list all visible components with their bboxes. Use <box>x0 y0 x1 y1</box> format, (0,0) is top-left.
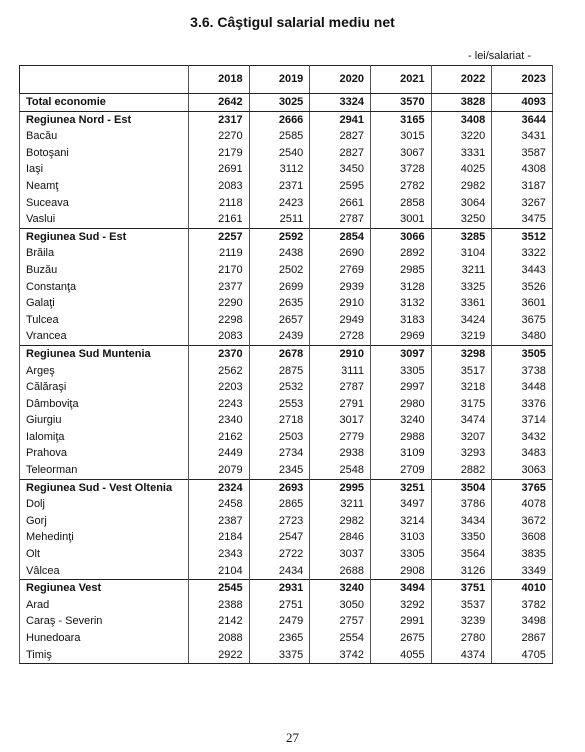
value-cell: 2511 <box>249 211 310 228</box>
table-row <box>20 363 553 380</box>
value-cell: 4308 <box>492 161 553 178</box>
value-cell: 2532 <box>249 379 310 396</box>
value-cell: 2693 <box>249 479 310 496</box>
value-cell: 2545 <box>189 580 250 597</box>
value-cell: 2370 <box>189 345 250 362</box>
value-cell: 3497 <box>370 496 431 513</box>
value-cell: 3448 <box>492 379 553 396</box>
value-cell: 2503 <box>249 429 310 446</box>
value-cell: 2865 <box>249 496 310 513</box>
value-cell: 2423 <box>249 195 310 212</box>
value-cell: 2365 <box>249 630 310 647</box>
value-cell: 3675 <box>492 312 553 329</box>
value-cell: 3564 <box>431 546 492 563</box>
value-cell: 2875 <box>249 363 310 380</box>
value-cell: 3128 <box>370 279 431 296</box>
table-row <box>20 546 553 563</box>
value-cell: 3111 <box>310 363 371 380</box>
table-row <box>20 462 553 479</box>
value-cell: 3474 <box>431 412 492 429</box>
table-row <box>20 211 553 228</box>
value-cell: 2666 <box>249 111 310 128</box>
value-cell: 2722 <box>249 546 310 563</box>
row-label: Bacău <box>20 128 189 145</box>
header-row <box>20 66 553 94</box>
table-row <box>20 412 553 429</box>
value-cell: 2787 <box>310 379 371 396</box>
value-cell: 2757 <box>310 613 371 630</box>
value-cell: 3483 <box>492 445 553 462</box>
value-cell: 3066 <box>370 228 431 245</box>
value-cell: 3132 <box>370 295 431 312</box>
value-cell: 2922 <box>189 647 250 664</box>
table-row <box>20 262 553 279</box>
year-header: 2018 <box>189 66 250 94</box>
value-cell: 3017 <box>310 412 371 429</box>
row-label: Hunedoara <box>20 630 189 647</box>
value-cell: 4055 <box>370 647 431 664</box>
row-label: Arad <box>20 597 189 614</box>
row-label: Botoşani <box>20 145 189 162</box>
value-cell: 4093 <box>492 94 553 112</box>
value-cell: 2585 <box>249 128 310 145</box>
value-cell: 3526 <box>492 279 553 296</box>
value-cell: 2882 <box>431 462 492 479</box>
value-cell: 3408 <box>431 111 492 128</box>
table-row <box>20 128 553 145</box>
value-cell: 3498 <box>492 613 553 630</box>
value-cell: 2438 <box>249 245 310 262</box>
value-cell: 3251 <box>370 479 431 496</box>
value-cell: 3240 <box>370 412 431 429</box>
value-cell: 2780 <box>431 630 492 647</box>
value-cell: 2554 <box>310 630 371 647</box>
value-cell: 2827 <box>310 128 371 145</box>
value-cell: 3512 <box>492 228 553 245</box>
value-cell: 2088 <box>189 630 250 647</box>
value-cell: 3250 <box>431 211 492 228</box>
value-cell: 2142 <box>189 613 250 630</box>
value-cell: 3285 <box>431 228 492 245</box>
value-cell: 3608 <box>492 529 553 546</box>
value-cell: 3350 <box>431 529 492 546</box>
value-cell: 2988 <box>370 429 431 446</box>
table-row <box>20 161 553 178</box>
value-cell: 2688 <box>310 563 371 580</box>
value-cell: 2892 <box>370 245 431 262</box>
value-cell: 3375 <box>249 647 310 664</box>
value-cell: 2170 <box>189 262 250 279</box>
value-cell: 3504 <box>431 479 492 496</box>
row-label: Giurgiu <box>20 412 189 429</box>
value-cell: 3325 <box>431 279 492 296</box>
value-cell: 3165 <box>370 111 431 128</box>
value-cell: 3064 <box>431 195 492 212</box>
value-cell: 2479 <box>249 613 310 630</box>
value-cell: 2179 <box>189 145 250 162</box>
value-cell: 2118 <box>189 195 250 212</box>
year-header: 2022 <box>431 66 492 94</box>
value-cell: 3187 <box>492 178 553 195</box>
value-cell: 2734 <box>249 445 310 462</box>
value-cell: 3240 <box>310 580 371 597</box>
value-cell: 2910 <box>310 295 371 312</box>
value-cell: 2661 <box>310 195 371 212</box>
value-cell: 2995 <box>310 479 371 496</box>
value-cell: 4374 <box>431 647 492 664</box>
value-cell: 3015 <box>370 128 431 145</box>
value-cell: 3765 <box>492 479 553 496</box>
year-header: 2020 <box>310 66 371 94</box>
region-row <box>20 228 553 245</box>
value-cell: 3331 <box>431 145 492 162</box>
region-row <box>20 111 553 128</box>
value-cell: 2343 <box>189 546 250 563</box>
value-cell: 2751 <box>249 597 310 614</box>
value-cell: 2908 <box>370 563 431 580</box>
value-cell: 2791 <box>310 396 371 413</box>
row-label: Regiunea Sud - Vest Oltenia <box>20 479 189 496</box>
region-row <box>20 580 553 597</box>
value-cell: 3322 <box>492 245 553 262</box>
value-cell: 3494 <box>370 580 431 597</box>
row-label: Regiunea Sud Muntenia <box>20 345 189 362</box>
value-cell: 3126 <box>431 563 492 580</box>
page-number: 27 <box>286 730 299 745</box>
value-cell: 2540 <box>249 145 310 162</box>
value-cell: 3293 <box>431 445 492 462</box>
row-label: Vaslui <box>20 211 189 228</box>
value-cell: 3067 <box>370 145 431 162</box>
value-cell: 2345 <box>249 462 310 479</box>
value-cell: 2317 <box>189 111 250 128</box>
value-cell: 2769 <box>310 262 371 279</box>
value-cell: 2439 <box>249 328 310 345</box>
value-cell: 3214 <box>370 513 431 530</box>
value-cell: 2324 <box>189 479 250 496</box>
value-cell: 2858 <box>370 195 431 212</box>
value-cell: 2592 <box>249 228 310 245</box>
value-cell: 2298 <box>189 312 250 329</box>
value-cell: 3305 <box>370 363 431 380</box>
value-cell: 3175 <box>431 396 492 413</box>
value-cell: 3211 <box>310 496 371 513</box>
row-label: Iaşi <box>20 161 189 178</box>
row-label: Vrancea <box>20 328 189 345</box>
row-label: Neamţ <box>20 178 189 195</box>
row-label: Suceava <box>20 195 189 212</box>
value-cell: 2388 <box>189 597 250 614</box>
table-row <box>20 496 553 513</box>
row-label: Brăila <box>20 245 189 262</box>
value-cell: 3292 <box>370 597 431 614</box>
value-cell: 2458 <box>189 496 250 513</box>
value-cell: 2939 <box>310 279 371 296</box>
row-label: Mehedinţi <box>20 529 189 546</box>
value-cell: 2083 <box>189 178 250 195</box>
value-cell: 4078 <box>492 496 553 513</box>
value-cell: 2991 <box>370 613 431 630</box>
value-cell: 2718 <box>249 412 310 429</box>
value-cell: 2938 <box>310 445 371 462</box>
value-cell: 2387 <box>189 513 250 530</box>
value-cell: 2678 <box>249 345 310 362</box>
value-cell: 3434 <box>431 513 492 530</box>
value-cell: 3517 <box>431 363 492 380</box>
value-cell: 3104 <box>431 245 492 262</box>
value-cell: 2982 <box>431 178 492 195</box>
value-cell: 2709 <box>370 462 431 479</box>
year-header: 2023 <box>492 66 553 94</box>
table-row <box>20 145 553 162</box>
value-cell: 3050 <box>310 597 371 614</box>
row-label: Dâmboviţa <box>20 396 189 413</box>
value-cell: 3063 <box>492 462 553 479</box>
value-cell: 2502 <box>249 262 310 279</box>
table-row <box>20 195 553 212</box>
value-cell: 2162 <box>189 429 250 446</box>
table-row <box>20 630 553 647</box>
table-row <box>20 613 553 630</box>
value-cell: 3267 <box>492 195 553 212</box>
value-cell: 3211 <box>431 262 492 279</box>
value-cell: 3376 <box>492 396 553 413</box>
table-row <box>20 379 553 396</box>
value-cell: 3324 <box>310 94 371 112</box>
value-cell: 3349 <box>492 563 553 580</box>
value-cell: 2642 <box>189 94 250 112</box>
value-cell: 2941 <box>310 111 371 128</box>
value-cell: 2910 <box>310 345 371 362</box>
row-label: Buzău <box>20 262 189 279</box>
value-cell: 2562 <box>189 363 250 380</box>
region-row <box>20 345 553 362</box>
value-cell: 2980 <box>370 396 431 413</box>
value-cell: 2949 <box>310 312 371 329</box>
value-cell: 3728 <box>370 161 431 178</box>
value-cell: 2635 <box>249 295 310 312</box>
value-cell: 2340 <box>189 412 250 429</box>
table-row <box>20 529 553 546</box>
value-cell: 2867 <box>492 630 553 647</box>
table-row <box>20 445 553 462</box>
row-label: Regiunea Vest <box>20 580 189 597</box>
value-cell: 4025 <box>431 161 492 178</box>
value-cell: 2787 <box>310 211 371 228</box>
table-row <box>20 178 553 195</box>
value-cell: 3786 <box>431 496 492 513</box>
value-cell: 2119 <box>189 245 250 262</box>
table-row <box>20 513 553 530</box>
value-cell: 3714 <box>492 412 553 429</box>
table-row <box>20 429 553 446</box>
table-row <box>20 597 553 614</box>
value-cell: 3828 <box>431 94 492 112</box>
value-cell: 3112 <box>249 161 310 178</box>
value-cell: 2728 <box>310 328 371 345</box>
value-cell: 2243 <box>189 396 250 413</box>
value-cell: 2846 <box>310 529 371 546</box>
value-cell: 2161 <box>189 211 250 228</box>
value-cell: 3570 <box>370 94 431 112</box>
value-cell: 2985 <box>370 262 431 279</box>
row-label: Timiş <box>20 647 189 664</box>
value-cell: 2371 <box>249 178 310 195</box>
value-cell: 2723 <box>249 513 310 530</box>
row-label: Călăraşi <box>20 379 189 396</box>
value-cell: 2547 <box>249 529 310 546</box>
value-cell: 2104 <box>189 563 250 580</box>
value-cell: 2270 <box>189 128 250 145</box>
total-row <box>20 94 553 112</box>
value-cell: 2782 <box>370 178 431 195</box>
value-cell: 2969 <box>370 328 431 345</box>
value-cell: 2203 <box>189 379 250 396</box>
value-cell: 3239 <box>431 613 492 630</box>
value-cell: 3475 <box>492 211 553 228</box>
table-row <box>20 279 553 296</box>
row-label: Argeş <box>20 363 189 380</box>
row-label: Caraş - Severin <box>20 613 189 630</box>
table-row <box>20 312 553 329</box>
value-cell: 2675 <box>370 630 431 647</box>
value-cell: 2449 <box>189 445 250 462</box>
value-cell: 3835 <box>492 546 553 563</box>
row-label: Total economie <box>20 94 189 112</box>
table-row <box>20 245 553 262</box>
row-label: Prahova <box>20 445 189 462</box>
value-cell: 2827 <box>310 145 371 162</box>
value-cell: 3183 <box>370 312 431 329</box>
value-cell: 3432 <box>492 429 553 446</box>
value-cell: 3782 <box>492 597 553 614</box>
row-label: Dolj <box>20 496 189 513</box>
row-label: Vâlcea <box>20 563 189 580</box>
value-cell: 3672 <box>492 513 553 530</box>
value-cell: 3450 <box>310 161 371 178</box>
value-cell: 3109 <box>370 445 431 462</box>
value-cell: 3644 <box>492 111 553 128</box>
value-cell: 3505 <box>492 345 553 362</box>
value-cell: 2657 <box>249 312 310 329</box>
value-cell: 3480 <box>492 328 553 345</box>
value-cell: 2931 <box>249 580 310 597</box>
value-cell: 3361 <box>431 295 492 312</box>
value-cell: 4705 <box>492 647 553 664</box>
value-cell: 2997 <box>370 379 431 396</box>
value-cell: 3218 <box>431 379 492 396</box>
value-cell: 2257 <box>189 228 250 245</box>
value-cell: 3219 <box>431 328 492 345</box>
salary-table <box>19 65 553 664</box>
row-label: Galaţi <box>20 295 189 312</box>
value-cell: 3537 <box>431 597 492 614</box>
value-cell: 3742 <box>310 647 371 664</box>
year-header: 2019 <box>249 66 310 94</box>
value-cell: 2595 <box>310 178 371 195</box>
value-cell: 2779 <box>310 429 371 446</box>
value-cell: 3103 <box>370 529 431 546</box>
value-cell: 2079 <box>189 462 250 479</box>
value-cell: 3431 <box>492 128 553 145</box>
value-cell: 3298 <box>431 345 492 362</box>
header-blank-cell <box>20 66 189 94</box>
value-cell: 3424 <box>431 312 492 329</box>
table-row <box>20 396 553 413</box>
table-row <box>20 563 553 580</box>
region-row <box>20 479 553 496</box>
value-cell: 2553 <box>249 396 310 413</box>
table-body <box>20 94 553 664</box>
value-cell: 3025 <box>249 94 310 112</box>
row-label: Teleorman <box>20 462 189 479</box>
value-cell: 2290 <box>189 295 250 312</box>
value-cell: 3305 <box>370 546 431 563</box>
value-cell: 2184 <box>189 529 250 546</box>
table-row <box>20 295 553 312</box>
value-cell: 4010 <box>492 580 553 597</box>
value-cell: 3751 <box>431 580 492 597</box>
row-label: Regiunea Nord - Est <box>20 111 189 128</box>
row-label: Constanţa <box>20 279 189 296</box>
value-cell: 2699 <box>249 279 310 296</box>
value-cell: 2434 <box>249 563 310 580</box>
row-label: Olt <box>20 546 189 563</box>
value-cell: 2691 <box>189 161 250 178</box>
value-cell: 2548 <box>310 462 371 479</box>
row-label: Tulcea <box>20 312 189 329</box>
value-cell: 3037 <box>310 546 371 563</box>
value-cell: 2083 <box>189 328 250 345</box>
value-cell: 3587 <box>492 145 553 162</box>
table-title: 3.6. Câştigul salarial mediu net <box>190 14 395 30</box>
unit-label: - lei/salariat - <box>468 50 531 62</box>
value-cell: 3097 <box>370 345 431 362</box>
value-cell: 2690 <box>310 245 371 262</box>
value-cell: 2377 <box>189 279 250 296</box>
table-row <box>20 647 553 664</box>
value-cell: 2982 <box>310 513 371 530</box>
row-label: Gorj <box>20 513 189 530</box>
value-cell: 3220 <box>431 128 492 145</box>
value-cell: 3601 <box>492 295 553 312</box>
table-row <box>20 328 553 345</box>
value-cell: 3001 <box>370 211 431 228</box>
value-cell: 3738 <box>492 363 553 380</box>
row-label: Ialomiţa <box>20 429 189 446</box>
year-header: 2021 <box>370 66 431 94</box>
value-cell: 3207 <box>431 429 492 446</box>
row-label: Regiunea Sud - Est <box>20 228 189 245</box>
value-cell: 2854 <box>310 228 371 245</box>
value-cell: 3443 <box>492 262 553 279</box>
